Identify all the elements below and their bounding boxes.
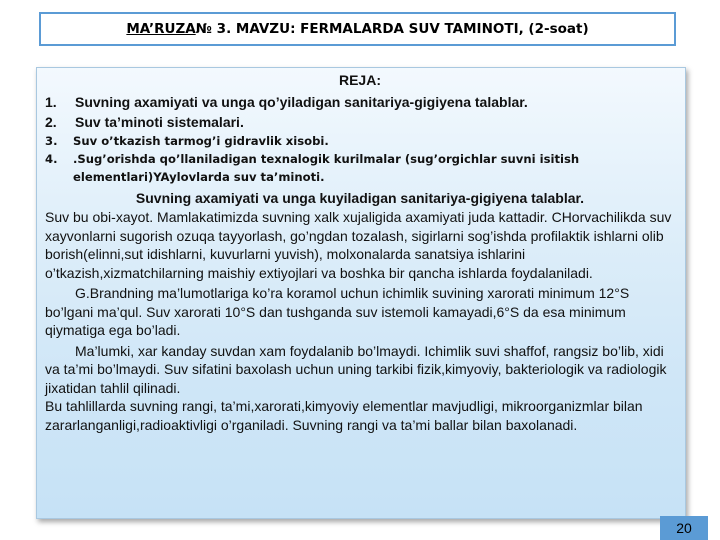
body-paragraph: Bu tahlillarda suvning rangi, ta’mi,xarorati,kimyoviy elementlar mavjudligi, mikroorganizmlar bilan zararlanganligi,radioaktivligi o’rganiladi. Suvning rangi va ta’mi ballar bilan baxolanadi. <box>45 398 643 433</box>
plan-item-number: 1. <box>45 94 57 110</box>
body-paragraph: Suv bu obi-xayot. Mamlakatimizda suvning xalk xujaligida axamiyati juda kattadir. CHorvachilikda suv xayvonlarni sugorish ozuqa tayyorlash, go’ngdan tozalash, sigirlarni sog’ishda profilaktik ishlarni olib borish(elinni,sut idishlarni, kuvurlarni yuvish), molxonalarda sanatsiya ishlarini o’tkazish,xizmatchilarning maishiy extiyojlari va boshka bir qancha ishlarda foydalaniladi. <box>45 209 672 281</box>
body-paragraph: Ma’lumki, xar kanday suvdan xam foydalanib bo’lmaydi. Ichimlik suvi shaffof, rangsiz bo’lib, xidi va ta’mi bo’lmaydi. Suv sifatini baxolash uchun uning tarkibi fizik,kimyoviy, bakteriologik va radiologik jixatidan tahlil qilinadi. <box>45 342 667 396</box>
body-paragraph: G.Brandning ma’lumotlariga ko’ra koramol uchun ichimlik suvining xarorati minimum 12°S bo’lgani ma’qul. Suv xarorati 10°S dan tushganda suv istemoli kamayadi,6°S da esa minimum qiymatiga ega bo’ladi. <box>45 285 630 338</box>
plan-item <box>45 150 675 186</box>
content-panel <box>36 67 686 519</box>
plan-item-text: .Sug’orishda qo’llaniladigan texnalogik kurilmalar (sug’orgichlar suvni isitish elementlari)YAylovlarda suv ta’minoti. <box>73 152 580 184</box>
plan-item <box>45 132 675 150</box>
page-number: 20 <box>660 516 708 540</box>
plan-item-number: 2. <box>45 114 57 130</box>
plan-heading: REJA: <box>338 72 381 88</box>
plan-item <box>45 112 675 132</box>
plan-item-text: Suv ta’minoti sistemalari. <box>75 114 244 130</box>
plan-item-text: Suvning axamiyati va unga qo’yiladigan sanitariya-gigiyena talablar. <box>75 94 528 110</box>
slide-title <box>39 12 676 46</box>
title-rest: № 3. MAVZU: FERMALARDA SUV TAMINOTI, (2-soat) <box>195 21 589 37</box>
title-prefix: MA’RUZA <box>126 21 196 37</box>
plan-list <box>45 92 675 186</box>
section-heading: Suvning axamiyati va unga kuyiladigan sanitariya-gigiyena talablar. <box>135 190 585 206</box>
plan-item-number: 4. <box>45 152 58 166</box>
plan-item-number: 3. <box>45 134 58 148</box>
plan-item <box>45 92 675 112</box>
plan-item-text: Suv o’tkazish tarmog’i gidravlik xisobi. <box>73 134 329 148</box>
